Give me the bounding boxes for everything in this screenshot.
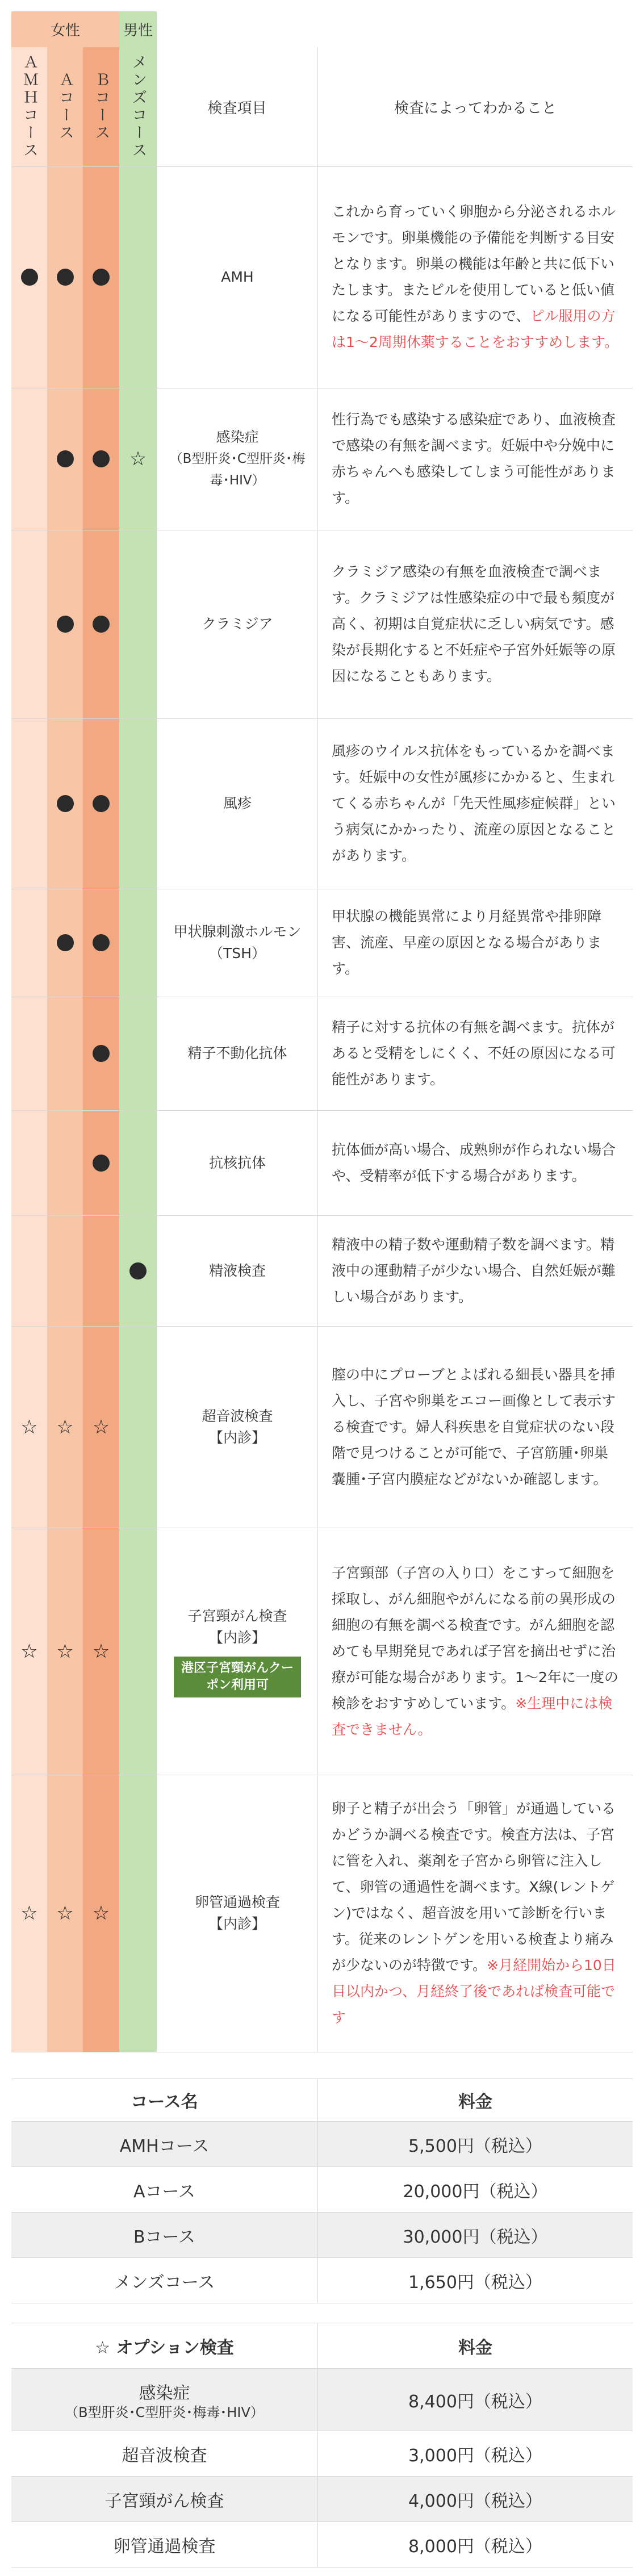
- mark-amh: [11, 166, 47, 388]
- test-name-ultrasound: 超音波検査 【内診】: [202, 1407, 273, 1446]
- star-mark-b: ☆: [92, 1415, 110, 1438]
- price-header: 料金: [458, 2092, 492, 2112]
- table-row: Bコース 30,000円（税込）: [11, 2213, 633, 2258]
- mark-a: [47, 166, 83, 388]
- price-table-header: [11, 2079, 633, 2122]
- warning-text: ※月経開始から10日目以内かつ、月経終了後であれば検査可能です: [332, 1957, 616, 2026]
- female-header: [11, 11, 119, 47]
- course-b-header: Ｂコース: [83, 47, 119, 166]
- test-name-amh: AMH: [221, 269, 254, 285]
- warning-text: ※生理中には検査できません。: [332, 1695, 613, 1738]
- course-amh-header: ＡＭＨコース: [11, 47, 47, 166]
- mark-b: [83, 889, 119, 997]
- star-mark-a: ☆: [56, 1415, 74, 1438]
- test-name-tsh: 甲状腺刺激ホルモン （TSH）: [173, 923, 302, 961]
- test-desc-amh: これから育っていく卵胞から分泌されるホルモンです。卵巣機能の予備能を判断する目安となります。卵巣の機能は年齢と共に低下いたします。またピルを使用していると低い値になる可能性がありますので、ピル服用の方は1～2周期休薬することをおすすめします。: [332, 203, 619, 350]
- male-header: [119, 11, 157, 47]
- option-table-header: [11, 2323, 633, 2369]
- test-desc-tsh: 甲状腺の機能異常により月経異常や排卵障害、流産、早産の原因となる場合があります。: [332, 908, 602, 977]
- test-desc-cervical-cancer: 子宮頸部（子宮の入り口）をこすって細胞を採取し、がん細胞やがんになる前の異形成の細胞の有無を調べる検査です。がん細胞を認めても早期発見であれば子宮を摘出せずに治療が可能な場合があります。1～2年に一度の検診をおすすめしています。※生理中には検査できません。: [332, 1564, 618, 1738]
- option-price-table: [11, 2323, 633, 2567]
- test-desc-chlamydia: クラミジア感染の有無を血液検査で調べます。クラミジアは性感染症の中で最も頻度が高く、初期は自覚症状に乏しい病気です。感染が長期化すると不妊症や子宮外妊娠等の原因になることもあります。: [332, 563, 616, 684]
- table-row: 子宮頸がん検査 4,000円（税込）: [11, 2477, 633, 2522]
- star-mark-amh: ☆: [20, 1415, 38, 1438]
- test-name-cervical-cancer: 子宮頸がん検査 【内診】 港区子宮頸がんクーポン利用可: [157, 1528, 318, 1775]
- test-desc-antinuclear-antibody: 抗体価が高い場合、成熟卵が作られない場合や、受精率が低下する場合があります。: [332, 1141, 616, 1184]
- coupon-badge: 港区子宮頸がんクーポン利用可: [174, 1657, 301, 1697]
- course-a-header: Ａコース: [47, 47, 83, 166]
- star-mark-amh: ☆: [20, 1640, 38, 1663]
- table-row: 感染症 （B型肝炎･C型肝炎･梅毒･HIV） 8,400円（税込）: [11, 2369, 633, 2431]
- test-name-chlamydia: クラミジア: [202, 616, 273, 632]
- test-name-rubella: 風疹: [223, 795, 252, 812]
- mark-a: [47, 530, 83, 718]
- course-name-header: コース名: [11, 2079, 318, 2121]
- mark-b: [83, 1110, 119, 1215]
- male-label: 男性: [123, 22, 153, 39]
- mark-b: [83, 166, 119, 388]
- table-row: メンズコース 1,650円（税込）: [11, 2258, 633, 2303]
- mark-a: [47, 718, 83, 889]
- mark-mens: [119, 1215, 157, 1326]
- mark-a: [47, 889, 83, 997]
- table-row: Aコース 20,000円（税込）: [11, 2167, 633, 2213]
- mark-b: [83, 718, 119, 889]
- desc-column-header: 検査によってわかること: [394, 99, 557, 117]
- warning-text: ピル服用の方は1～2周期休薬することをおすすめします。: [332, 308, 619, 350]
- test-desc-ultrasound: 膣の中にプローブとよばれる細長い器具を挿入し、子宮や卵巣をエコー画像として表示する検査です。婦人科疾患を自覚症状のない段階で見つけることが可能で、子宮筋腫･卵巣嚢腫･子宮内膜症などがないか確認します。: [332, 1366, 616, 1487]
- option-name-header: ☆ オプション検査: [11, 2323, 318, 2368]
- star-mark-amh: ☆: [20, 1902, 38, 1925]
- item-column-header: 検査項目: [157, 47, 318, 166]
- test-desc-sperm-immobilizing-antibody: 精子に対する抗体の有無を調べます。抗体があると受精をしにくく、不妊の原因になる可能性があります。: [332, 1019, 616, 1088]
- test-desc-rubella: 風疹のウイルス抗体をもっているかを調べます。妊娠中の女性が風疹にかかると、生まれてくる赤ちゃんが「先天性風疹症候群」という病気にかかったり、流産の原因となることがあります。: [332, 743, 616, 864]
- table-row: 卵管通過検査 8,000円（税込）: [11, 2522, 633, 2567]
- star-mark-b: ☆: [92, 1640, 110, 1663]
- test-name-infection: 感染症 （B型肝炎･C型肝炎･梅毒･HIV）: [169, 429, 306, 488]
- course-price-table: [11, 2079, 633, 2303]
- mark-b: [83, 388, 119, 530]
- star-mark-b: ☆: [92, 1902, 110, 1925]
- star-mark-a: ☆: [56, 1902, 74, 1925]
- mark-b: [83, 530, 119, 718]
- test-desc-semen: 精液中の精子数や運動精子数を調べます。精液中の運動精子が少ない場合、自然妊娠が難しい場合があります。: [332, 1236, 616, 1305]
- option-price-header: 料金: [458, 2337, 492, 2358]
- test-name-sperm-immobilizing-antibody: 精子不動化抗体: [187, 1045, 287, 1061]
- test-name-semen: 精液検査: [208, 1262, 266, 1279]
- table-row: 超音波検査 3,000円（税込）: [11, 2431, 633, 2477]
- test-name-tubal-patency: 卵管通過検査 【内診】: [194, 1894, 280, 1932]
- star-mark-a: ☆: [56, 1640, 74, 1663]
- female-label: 女性: [50, 22, 80, 39]
- mark-a: [47, 388, 83, 530]
- test-name-antinuclear-antibody: 抗核抗体: [208, 1154, 266, 1171]
- mark-b: [83, 997, 119, 1110]
- test-desc-infection: 性行為でも感染する感染症であり、血液検査で感染の有無を調べます。妊娠中や分娩中に赤ちゃんへも感染してしまう可能性があります。: [332, 411, 616, 506]
- star-mark-mens: ☆: [129, 448, 147, 470]
- course-mens-header: メンズコース: [119, 47, 157, 166]
- test-desc-tubal-patency: 卵子と精子が出会う「卵管」が通過しているかどうか調べる検査です。検査方法は、子宮に管を入れ、薬剤を子宮から卵管に注入して、卵管の通過性を調べます。X線(レントゲン)ではなく、超音波を用いて診断を行います。従来のレントゲンを用いる検査より痛みが少ないのが特徴です。※月経開始から10日目以内かつ、月経終了後であれば検査可能です: [332, 1800, 616, 2026]
- table-row: AMHコース 5,500円（税込）: [11, 2122, 633, 2167]
